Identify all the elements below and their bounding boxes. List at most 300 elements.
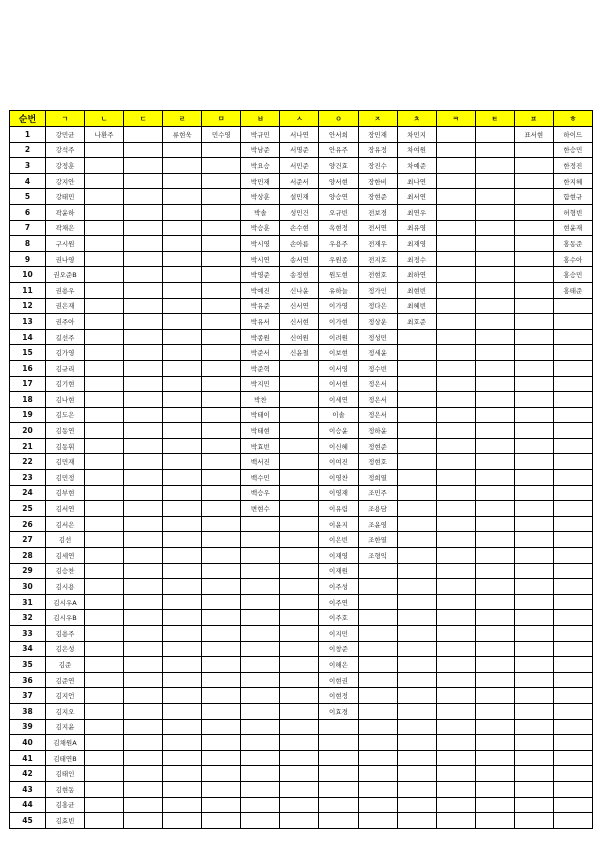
table-row [10,173,593,189]
name-cell [475,641,514,657]
name-cell [280,470,319,486]
name-cell [163,781,202,797]
name-cell [436,454,475,470]
name-cell [436,735,475,751]
name-cell [163,158,202,174]
row-number: 16 [10,360,46,376]
name-cell [475,127,514,143]
name-cell [202,501,241,517]
table-row [10,594,593,610]
name-cell [280,360,319,376]
name-cell [553,314,592,330]
name-cell [319,719,358,735]
name-cell: 이영찬 [319,470,358,486]
name-cell [124,781,163,797]
name-cell [553,781,592,797]
table-row [10,735,593,751]
name-cell: 이해은 [319,657,358,673]
name-cell: 구시원 [46,236,85,252]
name-cell [124,298,163,314]
name-cell [163,672,202,688]
name-cell [202,376,241,392]
name-cell: 곽채은 [46,220,85,236]
name-cell [202,298,241,314]
name-cell [85,298,124,314]
name-cell [553,329,592,345]
name-cell [436,610,475,626]
name-cell [397,766,436,782]
name-cell [280,719,319,735]
name-cell [553,360,592,376]
name-cell [397,501,436,517]
name-cell [475,501,514,517]
name-cell [124,735,163,751]
name-cell: 차예준 [397,158,436,174]
name-cell [202,813,241,829]
name-cell [241,750,280,766]
table-row [10,501,593,517]
name-cell: 정은서 [358,407,397,423]
name-cell [514,594,553,610]
name-cell [202,267,241,283]
name-cell [514,314,553,330]
name-cell [241,610,280,626]
name-cell [514,298,553,314]
name-cell [436,766,475,782]
name-cell [397,423,436,439]
name-cell [436,267,475,283]
name-cell [280,781,319,797]
header-column: ㄱ [46,111,85,127]
name-cell [397,470,436,486]
name-cell [475,251,514,267]
name-cell [280,813,319,829]
name-cell [280,407,319,423]
name-cell: 김선 [46,532,85,548]
name-cell [397,797,436,813]
name-cell [202,204,241,220]
name-cell: 김용주 [46,626,85,642]
name-cell: 박유준 [241,298,280,314]
row-number: 24 [10,485,46,501]
name-cell: 정성민 [358,329,397,345]
name-cell [202,438,241,454]
row-number: 21 [10,438,46,454]
table-row [10,516,593,532]
name-cell [475,579,514,595]
name-cell: 이재원 [319,563,358,579]
name-cell [124,688,163,704]
row-number: 36 [10,672,46,688]
name-cell [475,345,514,361]
name-cell [124,423,163,439]
header-column: ㅎ [553,111,592,127]
name-cell: 김나현 [46,392,85,408]
name-cell: 양건효 [319,158,358,174]
name-cell: 함현규 [553,189,592,205]
name-cell: 김시우B [46,610,85,626]
name-cell: 한승민 [553,142,592,158]
name-cell [85,345,124,361]
name-cell [436,781,475,797]
name-cell [202,329,241,345]
name-cell [124,766,163,782]
name-cell: 이현정 [319,688,358,704]
name-cell: 강정훈 [46,158,85,174]
name-cell: 양서현 [319,173,358,189]
name-cell [280,735,319,751]
name-cell: 신나윤 [280,282,319,298]
name-cell: 박승훈 [241,220,280,236]
name-cell [202,236,241,252]
name-cell [436,579,475,595]
table-row [10,282,593,298]
name-cell [553,813,592,829]
name-cell [397,672,436,688]
name-cell [202,360,241,376]
name-cell [241,703,280,719]
name-cell [475,688,514,704]
name-cell [397,579,436,595]
table-row [10,360,593,376]
name-cell [358,563,397,579]
header-column: ㅌ [475,111,514,127]
name-cell [514,610,553,626]
name-cell [514,563,553,579]
table-row [10,158,593,174]
name-cell: 안서희 [319,127,358,143]
table-row [10,189,593,205]
name-cell [241,813,280,829]
name-cell [397,345,436,361]
name-cell [202,470,241,486]
table-row [10,672,593,688]
name-cell [202,797,241,813]
name-cell: 이영재 [319,485,358,501]
name-cell [436,532,475,548]
name-cell [163,750,202,766]
name-cell [280,657,319,673]
name-cell [241,626,280,642]
name-cell [124,470,163,486]
name-cell [397,657,436,673]
name-cell [241,766,280,782]
table-row [10,236,593,252]
name-cell [85,797,124,813]
name-cell [475,158,514,174]
name-cell [280,563,319,579]
name-cell: 김부현 [46,485,85,501]
name-cell: 전지호 [358,251,397,267]
name-cell [85,189,124,205]
row-number: 31 [10,594,46,610]
name-cell: 이서현 [319,376,358,392]
header-column: ㅇ [319,111,358,127]
name-cell: 이여진 [319,454,358,470]
name-cell [124,657,163,673]
name-cell: 박유서 [241,314,280,330]
name-cell: 김홍균 [46,797,85,813]
name-cell [436,470,475,486]
name-cell: 최나연 [397,173,436,189]
name-cell: 이서영 [319,360,358,376]
row-number: 23 [10,470,46,486]
name-cell [397,532,436,548]
name-cell [397,735,436,751]
name-cell [202,563,241,579]
name-cell [241,797,280,813]
row-number: 9 [10,251,46,267]
name-cell [553,516,592,532]
name-cell [202,158,241,174]
name-cell [553,594,592,610]
row-number: 12 [10,298,46,314]
name-cell [202,282,241,298]
name-cell: 원도현 [319,267,358,283]
name-cell [124,158,163,174]
name-cell: 오규빈 [319,204,358,220]
name-cell [163,267,202,283]
name-cell [436,173,475,189]
name-cell [124,142,163,158]
name-cell [436,345,475,361]
name-cell [475,173,514,189]
name-cell [163,204,202,220]
name-cell [280,688,319,704]
name-cell: 조윤영 [358,516,397,532]
name-cell: 송서연 [280,251,319,267]
name-cell: 정다은 [358,298,397,314]
name-cell [85,750,124,766]
name-cell [85,766,124,782]
name-cell: 백수민 [241,470,280,486]
name-cell [514,173,553,189]
name-cell [514,641,553,657]
name-cell [280,376,319,392]
name-cell [124,672,163,688]
name-cell: 정상운 [358,314,397,330]
name-cell [358,813,397,829]
name-cell: 박태현 [241,423,280,439]
table-row [10,610,593,626]
name-cell [124,501,163,517]
name-cell [436,563,475,579]
name-cell [553,626,592,642]
name-cell [553,688,592,704]
name-cell [475,797,514,813]
header-column: ㅅ [280,111,319,127]
name-cell [280,797,319,813]
name-cell [475,407,514,423]
name-cell [358,641,397,657]
row-number: 15 [10,345,46,361]
name-cell [553,485,592,501]
name-cell [202,392,241,408]
name-cell: 신서현 [280,314,319,330]
name-cell [475,703,514,719]
name-cell: 최재영 [397,236,436,252]
name-cell: 전서연 [358,220,397,236]
name-cell: 정하윤 [358,423,397,439]
name-cell [553,548,592,564]
name-cell [202,781,241,797]
name-cell: 홍승민 [553,267,592,283]
name-cell: 김지윤 [46,719,85,735]
name-cell [514,267,553,283]
row-number: 5 [10,189,46,205]
header-column: ㄷ [124,111,163,127]
name-cell [397,407,436,423]
name-cell [397,392,436,408]
name-cell [124,548,163,564]
name-cell [163,579,202,595]
row-number: 44 [10,797,46,813]
name-cell: 우용주 [319,236,358,252]
name-cell [553,750,592,766]
name-cell: 박상훈 [241,189,280,205]
table-row [10,454,593,470]
name-cell [436,392,475,408]
name-cell [124,485,163,501]
name-cell [280,485,319,501]
table-row [10,345,593,361]
row-number: 43 [10,781,46,797]
name-cell [436,657,475,673]
name-cell [514,548,553,564]
name-cell [475,189,514,205]
row-number: 11 [10,282,46,298]
name-cell: 나환주 [85,127,124,143]
name-cell [85,688,124,704]
table-row [10,750,593,766]
name-cell [85,423,124,439]
name-cell: 백서진 [241,454,280,470]
row-number: 14 [10,329,46,345]
name-cell [85,579,124,595]
name-cell [163,594,202,610]
name-cell [202,485,241,501]
name-cell: 권오준B [46,267,85,283]
name-cell [163,626,202,642]
name-cell [319,735,358,751]
table-row [10,548,593,564]
name-cell [124,641,163,657]
name-cell [124,563,163,579]
name-cell [436,438,475,454]
name-cell [124,438,163,454]
name-cell [202,142,241,158]
name-cell [85,548,124,564]
table-row [10,485,593,501]
table-row [10,204,593,220]
name-cell [163,392,202,408]
name-cell [202,766,241,782]
name-cell [202,189,241,205]
name-cell: 조한열 [358,532,397,548]
name-cell: 서준서 [280,173,319,189]
name-cell: 신윤철 [280,345,319,361]
name-cell: 강태민 [46,189,85,205]
name-cell [241,516,280,532]
name-cell: 류현욱 [163,127,202,143]
name-cell [553,345,592,361]
name-cell [436,142,475,158]
name-cell [85,438,124,454]
name-cell [163,298,202,314]
name-cell [163,173,202,189]
name-cell [163,703,202,719]
table-row [10,470,593,486]
name-cell [553,470,592,486]
row-number: 38 [10,703,46,719]
name-cell [397,594,436,610]
name-cell: 권나영 [46,251,85,267]
row-number: 32 [10,610,46,626]
name-cell [241,579,280,595]
name-cell: 손아름 [280,236,319,252]
name-cell: 정가인 [358,282,397,298]
name-cell [358,579,397,595]
name-cell: 홍동준 [553,236,592,252]
name-cell: 김준연 [46,672,85,688]
name-cell: 김가영 [46,345,85,361]
name-cell [397,703,436,719]
name-cell [202,703,241,719]
name-cell [514,781,553,797]
name-cell [475,329,514,345]
name-cell [202,594,241,610]
table-row [10,220,593,236]
name-cell [163,236,202,252]
name-cell: 이윤지 [319,516,358,532]
row-number: 19 [10,407,46,423]
name-cell [436,485,475,501]
name-cell [163,735,202,751]
name-cell: 박지민 [241,376,280,392]
name-cell [202,657,241,673]
name-cell [358,594,397,610]
row-number: 29 [10,563,46,579]
name-cell [163,454,202,470]
name-cell [514,703,553,719]
name-cell: 손수현 [280,220,319,236]
table-row [10,719,593,735]
name-cell: 정은서 [358,376,397,392]
name-cell [514,797,553,813]
name-cell [397,719,436,735]
name-cell [85,158,124,174]
name-cell [553,579,592,595]
header-column: ㅍ [514,111,553,127]
name-cell [553,735,592,751]
name-cell: 박찬 [241,392,280,408]
row-number: 2 [10,142,46,158]
row-number: 17 [10,376,46,392]
name-cell: 장진수 [358,158,397,174]
name-cell: 최유영 [397,220,436,236]
name-cell [124,594,163,610]
name-cell [280,423,319,439]
name-cell [85,703,124,719]
header-column: ㅋ [436,111,475,127]
header-column: ㄴ [85,111,124,127]
name-cell: 민수영 [202,127,241,143]
name-cell [514,813,553,829]
name-cell: 백승우 [241,485,280,501]
name-cell [475,282,514,298]
name-cell [124,626,163,642]
name-cell [475,610,514,626]
